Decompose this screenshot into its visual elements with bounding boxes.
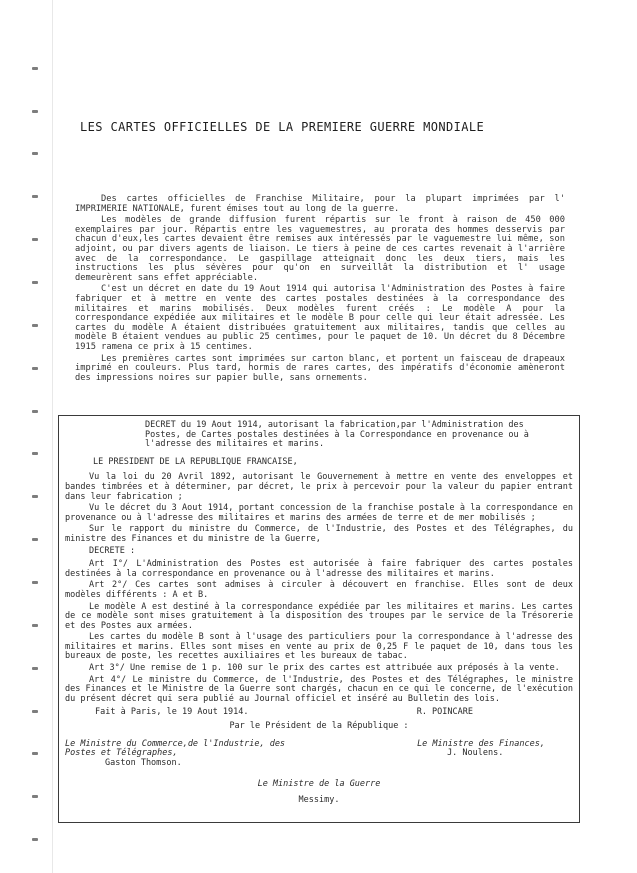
binder-hole [32, 795, 38, 798]
binder-hole [32, 624, 38, 627]
binder-hole [32, 581, 38, 584]
intro-paragraph: Les premières cartes sont imprimées sur carton blanc, et portent un faisceau de drapeaux imprimé en couleurs. Plus tard, hormis de rares cartes, des impératifs d'économie amèneront des impressions noires sur papier bulle, sans ornements. [75, 353, 565, 383]
decret-article-2: Art 2°/ Ces cartes sont admises à circuler à découvert en franchise. Elles sont de deux modèles différents : A et B. [65, 580, 573, 600]
signatures-row [65, 740, 573, 769]
signature-guerre-title: Le Ministre de la Guerre [257, 779, 381, 790]
decret-modele-a: Le modèle A est destiné à la correspondance expédiée par les militaires et marins. Les cartes de ce modèle sont mises gratuitement à la disposition des troupes par le service de la Trésorerie et des Postes aux armées. [65, 601, 573, 631]
signature-guerre [65, 780, 573, 805]
binder-hole [32, 195, 38, 198]
binder-margin [0, 0, 52, 873]
decret-box [58, 415, 580, 823]
binder-hole [32, 667, 38, 670]
intro-paragraph: C'est un décret en date du 19 Aout 1914 qui autorisa l'Administration des Postes à faire fabriquer et à mettre en vente des cartes postales destinées à la correspondance des militaires et marins mobilisés. Deux modèles furent créés : Le modèle A pour la correspondance expédiée aux militaires et le modèle B pour celle qui leur était adressée. Les cartes du modèle A étaient distribuées gratuitement aux militaires, tandis que celles au modèle B étaient vendues au public 25 centimes, pour le paquet de 10. Un décret du 8 Décembre 1915 ramena ce prix à 15 centimes. [75, 284, 565, 352]
decret-modele-b: Les cartes du modèle B sont à l'usage des particuliers pour la correspondance à l'adresse des militaires et marins. Elles sont mises en vente au prix de 0,25 F le paquet de 10, dans tous les bureaux de poste, les recettes auxiliaires et les bureaux de tabac. [65, 632, 573, 662]
decret-vu-1: Vu la loi du 20 Avril 1892, autorisant le Gouvernement à mettre en vente des enveloppes et bandes timbrées et à déterminer, par décret, le prix à percevoir pour la valeur du papier entrant dans leur fabrication ; [65, 472, 573, 502]
signature-commerce-title: Le Ministre du Commerce,de l'Industrie, des Postes et Télégraphes, [65, 738, 286, 759]
decret-vu-2: Vu le décret du 3 Aout 1914, portant concession de la franchise postale à la correspondance en provenance ou à l'adresse des militaires et marins des armées de terre et de mer mobilisés ; [65, 503, 573, 523]
binder-hole [32, 710, 38, 713]
binder-hole [32, 410, 38, 413]
decret-header: DECRET du 19 Aout 1914, autorisant la fabrication,par l'Administration des Postes, de Cartes postales destinées à la Correspondance en provenance ou à l'adresse des militaires et marins. [145, 420, 529, 450]
decret-rapport: Sur le rapport du ministre du Commerce, de l'Industrie, des Postes et des Télégraphes, du ministre des Finances et du ministre de la Guerre, [65, 524, 573, 544]
binder-hole [32, 152, 38, 155]
binder-hole [32, 281, 38, 284]
binder-hole [32, 538, 38, 541]
page-edge [52, 0, 53, 873]
decret-decrete: DECRETE : [89, 545, 136, 556]
binder-hole [32, 238, 38, 241]
binder-hole [32, 495, 38, 498]
decret-article-3: Art 3°/ Une remise de 1 p. 100 sur le prix des cartes est attribuée aux préposés à la vente. [89, 663, 560, 674]
decret-article-1: Art I°/ L'Administration des Postes est autorisée à faire fabriquer des cartes postales destinées à la correspondance en provenance ou à l'adresse des militaires et marins. [65, 559, 573, 579]
page-title: LES CARTES OFFICIELLES DE LA PREMIERE GUERRE MONDIALE [80, 120, 485, 134]
decret-fait-row [65, 708, 573, 718]
signature-finances [417, 740, 573, 769]
binder-hole [32, 324, 38, 327]
decret-article-4: Art 4°/ Le ministre du Commerce, de l'Industrie, des Postes et des Télégraphes, le ministre des Finances et le Ministre de la Guerre sont chargés, chacun en ce qui le concerne, de l'exécution du présent décret qui sera publié au Journal officiel et inséré au Bulletin des lois. [65, 674, 573, 704]
intro-text [75, 195, 565, 385]
binder-hole [32, 452, 38, 455]
signature-finances-title: Le Ministre des Finances, [417, 738, 545, 749]
decret-president: LE PRESIDENT DE LA REPUBLIQUE FRANCAISE, [93, 456, 298, 467]
decret-fait: Fait à Paris, le 19 Aout 1914. [95, 707, 249, 718]
signature-finances-name: J. Noulens. [447, 748, 504, 759]
par-le-president: Par le Président de la République : [229, 721, 409, 732]
signature-president: R. POINCARE [416, 707, 473, 718]
intro-paragraph: Les modèles de grande diffusion furent répartis sur le front à raison de 450 000 exemplaires par jour. Répartis entre les vaguemestres, au prorata des hommes desservis par chacun d'eux,les cartes devaient être remises aux intéressés par le vaguemestre lui même, son adjoint, ou par divers agents de liaison. Le tiers à peine de ces cartes revenait à l'arrière avec de la correspondance. Le gaspillage atteignait donc les deux tiers, mais les instructions les plus sévères pour qu'on en surveillât la distribution et l' usage demeurèrent sans effet appréciable. [75, 215, 565, 283]
signature-commerce-name: Gaston Thomson. [105, 757, 182, 768]
binder-hole [32, 67, 38, 70]
intro-paragraph: Des cartes officielles de Franchise Militaire, pour la plupart imprimées par l' IMPRIMERIE NATIONALE, furent émises tout au long de la guerre. [75, 194, 565, 214]
signature-guerre-name: Messimy. [298, 795, 340, 805]
binder-hole [32, 110, 38, 113]
binder-hole [32, 367, 38, 370]
signature-commerce [65, 740, 305, 769]
binder-hole [32, 752, 38, 755]
binder-hole [32, 838, 38, 841]
